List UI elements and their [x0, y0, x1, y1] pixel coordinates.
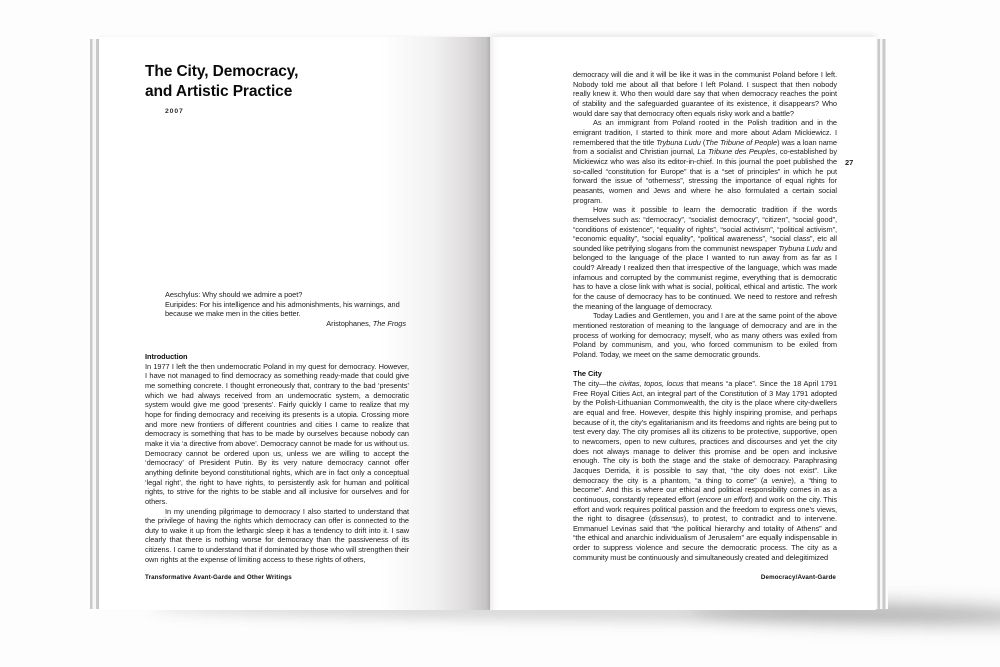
book-title-footer: Transformative Avant-Garde and Other Writings [145, 574, 292, 581]
text-run: In my unending pilgrimage to democracy I also started to understand that the privilege of having the rights which democracy can offer is connected to the duty to wake it up from the lethargic sleep it has a tendency to drift into it. I saw clearly that there is nothing worse for democracy than the passiveness of its citizens. I came to understand that if dominated by those who will strengthen their own rights at the expense of limiting access to these rights of others, [145, 506, 409, 564]
paragraph [573, 118, 837, 205]
text-run: democracy will die and it will be like it was in the communist Poland before I left. Nobody told me about all that before I left Poland. I suspect that then nobody really knew it. Who then would dare say that when democracy reaches the point of stability and the safeguarded guarantee of its existence, it disappears? Who would dare say that democracy often equals risky work and a battle? [573, 70, 837, 118]
italic-text: The Frogs [372, 318, 406, 328]
italic-text: dissensus [651, 514, 684, 524]
text-run: Today Ladies and Gentlemen, you and I are at the same point of the above mentioned restoration of meaning to the language of democracy and are in the process of working for democracy; myself, who as many others was exiled from Poland by communism, and you, who forced communism to be exiled from Poland. Today, we meet on the same democratic grounds. [573, 311, 837, 360]
text-run: ), to protest, to contradict and to intervene. Emmanuel Levinas said that “the political hierarchy and totality of Athens” and “the ethical and anarchic individualism of Jerusalem” are equally indispensable in order to suppress violence and secure the democratic process. The city as a community must be continuously and simultaneously created and delegitimized [573, 514, 837, 562]
text-run: ), a “thing to become”. And this is where our ethical and political responsibility comes in as a continuous, constantly repeated effort ( [573, 475, 837, 504]
italic-text: encore un effort [699, 494, 751, 504]
text-run: , co-established by Mickiewicz who was also its editor-in-chief. In this journal the poet published the so-called “constitution for Europe” that is a “set of principles” in which he put forward the issue of “otherness”, stressing the importance of equal rights for peasants, women and Jews and where he also formulated a certain social program. [573, 147, 837, 205]
text-run: In 1977 I left the then undemocratic Poland in my quest for democracy. However, I have not managed to find democracy as something ready-made that could give me something concrete. I thought erroneously that, contrary to the bad ‘presents’ which we had always received from an undemocratic system, a democratic system would give me good ‘presents’. Fairly quickly I came to realize that my hope for finding democracy and receiving its presents is a utopia. Crossing more and more new frontiers of different countries and cities I came to realize that democracy is something that has to be made by ourselves because nobody can make it via ‘a directive from above’. Democracy cannot be made for us without us. Democracy cannot be ordered upon us, unless we are willing to accept the ‘democracy’ of President Putin. By its very nature democracy cannot offer anything definite beyond constitutional rights, which are in fact only a conceptual ‘legal right’, the right to have rights, to persistently ask for human and political rights, to strive for the rights to be stable and all inclusive for ourselves and for others. [145, 361, 409, 506]
section-heading: Introduction [145, 352, 188, 361]
text-line: Aeschylus: Why should we admire a poet? [165, 290, 303, 299]
page-stack-edges-right [876, 39, 888, 609]
text-line: Euripides: For his intelligence and his admonishments, his warnings, and [165, 299, 400, 309]
left-page [99, 37, 490, 610]
italic-text: Trybuna Ludu [656, 137, 701, 147]
essay-year: 2007 [165, 108, 184, 115]
italic-text: La Tribune des Peuples [697, 147, 776, 157]
italic-text: a venire [763, 475, 792, 485]
italic-text: civitas, topos, locus [619, 378, 684, 388]
book-spread [88, 37, 888, 610]
right-page-text [573, 70, 837, 562]
text-line: because we make men in the cities better. [165, 309, 301, 319]
text-run: How was it possible to learn the democratic tradition if the words themselves such as: “democracy”, “socialist democracy”, “citizen”, “social good”, “conditions of existence”, “equality of rights”, “social activism”, “political activism”, “economic equality”, “social equality”, “political awareness”, “social class”, etc all sounded like petrifying slogans from the communist newspaper [573, 205, 837, 253]
section-heading: The City [573, 369, 602, 379]
text-run: ) was a loan name from a socialist and Christian journal, [573, 137, 837, 157]
italic-text: Trybuna Ludu [778, 243, 823, 253]
epigraph [165, 290, 406, 329]
text-run: As an immigrant from Poland rooted in the Polish tradition and in the emigrant tradition, I started to think more and more about Adam Mickiewicz. I remembered that the title [573, 118, 837, 147]
text-run: and belonged to the language of the place I wanted to run away from as far as I could? Already I realized then that irrespective of the language, which was made infamous and corrupted by the communist regime, everything that is democratic has to have a close link with what is social, political, ethical and artistic. The work for the cause of democracy has to be continued. We need to restore and refresh the meaning of the language of democracy. [573, 243, 837, 311]
paragraph [573, 311, 837, 359]
paragraph [573, 379, 837, 562]
text-run: Aristophanes, [326, 318, 373, 328]
paragraph [573, 205, 837, 311]
paragraph [145, 507, 409, 565]
text-run: that means “a place”. Since the 18 April 1791 Free Royal Cities Act, an integral part of the Constitution of 3 May 1791 adopted by the Polish-Lithuanian Commonwealth, the city is the place where city-dwellers are equal and free. However, despite this highly inspiring promise, and perhaps because of it, the city’s egalitarianism and its freedoms and rights are being put to test every day. The city promises all its citizens to be protective, supportive, open to newcomers, open to new cultures, practices and discourses and yet the city does not always manage to deliver this promise and be open and inclusive enough. The city is both the stage and the stake of democracy. Paraphrasing Jacques Derrida, it is possible to say that, “the city does not exist”. Like democracy the city is a phantom, “a thing to come” ( [573, 378, 838, 485]
text-line: The City, Democracy, [145, 63, 299, 80]
epigraph-attribution [165, 319, 406, 329]
introduction-section [145, 352, 409, 564]
paragraph [573, 70, 837, 118]
right-page [490, 37, 876, 610]
epigraph-lines [165, 290, 406, 319]
text-run: The city—the [573, 378, 620, 388]
text-run: ( [700, 137, 706, 147]
essay-title [145, 62, 298, 102]
text-line: and Artistic Practice [145, 82, 293, 100]
text-run: ) and work on the city. This effort and work requires political passion and the freedom to express one’s views, the right to disagree ( [573, 494, 838, 524]
page-number: 27 [845, 158, 854, 167]
chapter-footer: Democracy/Avant-Garde [760, 574, 836, 581]
paragraph [145, 362, 409, 507]
italic-text: The Tribune of People [705, 137, 778, 147]
